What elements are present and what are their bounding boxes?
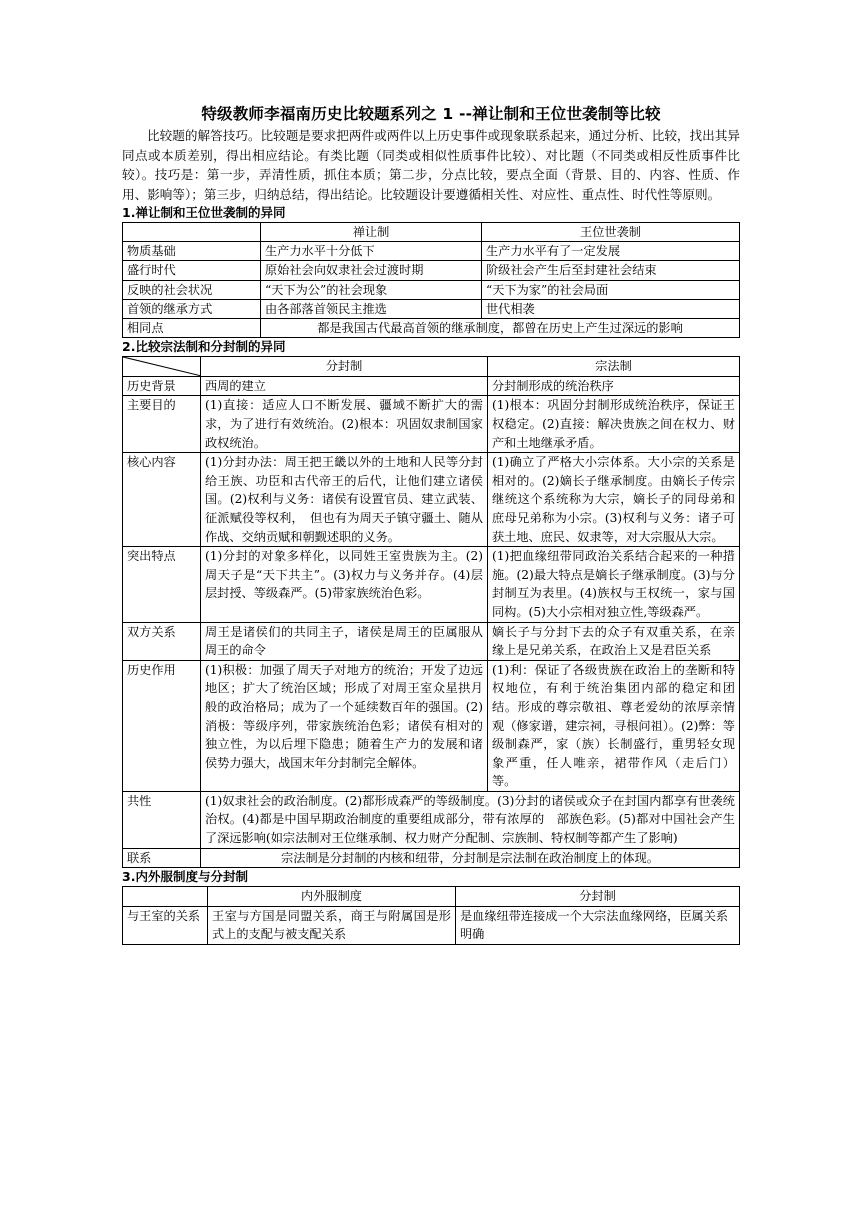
table-cell: 是血缘纽带连接成一个大宗法血缘网络，臣属关系明确: [456, 906, 740, 944]
table-header-row: [123, 357, 740, 377]
column-header: 内外服制度: [208, 887, 456, 907]
table-row: [123, 396, 740, 453]
row-label: 突出特点: [123, 547, 201, 622]
row-label: 历史背景: [123, 376, 201, 396]
common-cell: 都是我国古代最高首领的继承制度，都曾在历史上产生过深远的影响: [261, 319, 740, 338]
row-label: 主要目的: [123, 396, 201, 453]
diagonal-line: [123, 357, 200, 376]
table-row: [123, 319, 740, 338]
table-cell: 世代相袭: [482, 299, 740, 318]
link-cell: 宗法制是分封制的内核和纽带，分封制是宗法制在政治制度上的体现。: [201, 848, 740, 868]
table-row: [123, 376, 740, 396]
section1-heading: 1.禅让制和王位世袭制的异同: [122, 205, 286, 220]
row-label: 相同点: [123, 319, 261, 338]
diagonal-header-cell: [123, 357, 201, 377]
table-cell: (1)分封办法：周王把王畿以外的土地和人民等分封给王族、功臣和古代帝王的后代，让他们建立诸侯国。(2)权利与义务：诸侯有设置官员、建立武装、征派赋役等权利， 但也有为周天子镇守疆土、随从作战、交纳贡赋和朝觐述职的义务。: [201, 453, 488, 547]
column-header: 分封制: [456, 887, 740, 907]
table-row: [123, 660, 740, 791]
section1-table: [122, 222, 740, 338]
intro-paragraph: 比较题的解答技巧。比较题是要求把两件或两件以上历史事件或现象联系起来，通过分析、比较，找出其异同点或本质差别，得出相应结论。有类比题（同类或相似性质事件比较）、对比题（不同类或相反性质事件比较）。技巧是：第一步，弄清性质，抓住本质；第二步，分点比较，要点全面（背景、目的、内容、性质、作用、影响等）；第三步，归纳总结，得出结论。比较题设计要遵循相关性、对应性、重点性、时代性等原则。: [122, 128, 740, 202]
common-cell: (1)奴隶社会的政治制度。(2)都形成森严的等级制度。(3)分封的诸侯或众子在封国内都享有世袭统治权。(4)都是中国早期政治制度的重要组成部分，带有浓厚的 部族色彩。(5)都对中国社会产生了深远影响(如宗法制对王位继承制、权力财产分配制、宗族制、特权制等都产生了影响): [201, 791, 740, 848]
table-row: [123, 299, 740, 318]
column-header: 宗法制: [488, 357, 740, 377]
table-row: [123, 261, 740, 280]
row-label: 物质基础: [123, 242, 261, 261]
table-cell: “天下为公”的社会现象: [261, 280, 482, 299]
row-label: 双方关系: [123, 622, 201, 660]
table-row: [123, 906, 740, 944]
row-label: 核心内容: [123, 453, 201, 547]
table-cell: (1)根本：巩固分封制形成统治秩序，保证王权稳定。(2)直接：解决贵族之间在权力、财产和土地继承矛盾。: [488, 396, 740, 453]
table-cell: (1)积极：加强了周天子对地方的统治；开发了边远地区；扩大了统治区域；形成了对周王室众星拱月般的政治格局；成为了一个延续数百年的强国。(2)消极：等级序列，带家族统治色彩；诸侯有相对的独立性，为以后埋下隐患；随着生产力的发展和诸侯势力强大，战国末年分封制完全解体。: [201, 660, 488, 791]
empty-header-cell: [123, 223, 261, 242]
row-label: 盛行时代: [123, 261, 261, 280]
row-label: 反映的社会状况: [123, 280, 261, 299]
row-label: 共性: [123, 791, 201, 848]
table-cell: 阶级社会产生后至封建社会结束: [482, 261, 740, 280]
section2-table: [122, 356, 740, 868]
table-cell: 周王是诸侯们的共同主子，诸侯是周王的臣属服从周王的命令: [201, 622, 488, 660]
table-header-row: [123, 223, 740, 242]
table-row: [123, 453, 740, 547]
table-cell: “天下为家”的社会局面: [482, 280, 740, 299]
table-cell: 嫡长子与分封下去的众子有双重关系，在亲缘上是兄弟关系，在政治上又是君臣关系: [488, 622, 740, 660]
section3-table: [122, 886, 740, 945]
document-title: 特级教师李福南历史比较题系列之 1 --禅让制和王位世袭制等比较: [201, 105, 661, 123]
table-cell: 分封制形成的统治秩序: [488, 376, 740, 396]
table-cell: 由各部落首领民主推选: [261, 299, 482, 318]
table-cell: (1)利：保证了各级贵族在政治上的垄断和特权地位，有利于统治集团内部的稳定和团结。形成的尊宗敬祖、尊老爱幼的浓厚亲情观（修家谱，建宗祠，寻根问祖）。(2)弊：等级制森严，家（族）长制盛行，重男轻女现象严重，任人唯亲，裙带作风（走后门）等。: [488, 660, 740, 791]
table-row: [123, 242, 740, 261]
section3-heading: 3.内外服制度与分封制: [122, 869, 248, 885]
column-header: 禅让制: [261, 223, 482, 242]
table-cell: (1)直接：适应人口不断发展、疆域不断扩大的需求，为了进行有效统治。(2)根本：巩固奴隶制国家政权统治。: [201, 396, 488, 453]
table-row: [123, 547, 740, 622]
table-cell: 王室与方国是同盟关系，商王与附属国是形式上的支配与被支配关系: [208, 906, 456, 944]
table-row: [123, 848, 740, 868]
row-label: 历史作用: [123, 660, 201, 791]
table-cell: 原始社会向奴隶社会过渡时期: [261, 261, 482, 280]
table-cell: (1)把血缘纽带同政治关系结合起来的一种措施。(2)最大特点是嫡长子继承制度。(3)与分封制互为表里。(4)族权与王权统一，家与国同构。(5)大小宗相对独立性,等级森严。: [488, 547, 740, 622]
row-label: 联系: [123, 848, 201, 868]
table-cell: 西周的建立: [201, 376, 488, 396]
column-header: 王位世袭制: [482, 223, 740, 242]
table-cell: (1)确立了严格大小宗体系。大小宗的关系是相对的。(2)嫡长子继承制度。由嫡长子传宗继统这个系统称为大宗，嫡长子的同母弟和庶母兄弟称为小宗。(3)权利与义务：诸子可获土地、庶民、奴隶等，对大宗服从大宗。: [488, 453, 740, 547]
table-row: [123, 791, 740, 848]
column-header: 分封制: [201, 357, 488, 377]
table-cell: (1)分封的对象多样化，以同姓王室贵族为主。(2)周天子是“天下共主”。(3)权力与义务并存。(4)层层封授、等级森严。(5)带家族统治色彩。: [201, 547, 488, 622]
table-row: [123, 622, 740, 660]
section2-heading: 2.比较宗法制和分封制的异同: [122, 339, 286, 355]
table-cell: 生产力水平十分低下: [261, 242, 482, 261]
table-row: [123, 280, 740, 299]
table-header-row: [123, 887, 740, 907]
row-label: 首领的继承方式: [123, 299, 261, 318]
table-cell: 生产力水平有了一定发展: [482, 242, 740, 261]
empty-header-cell: [123, 887, 208, 907]
document-page: [122, 104, 740, 945]
row-label: 与王室的关系: [123, 906, 208, 944]
